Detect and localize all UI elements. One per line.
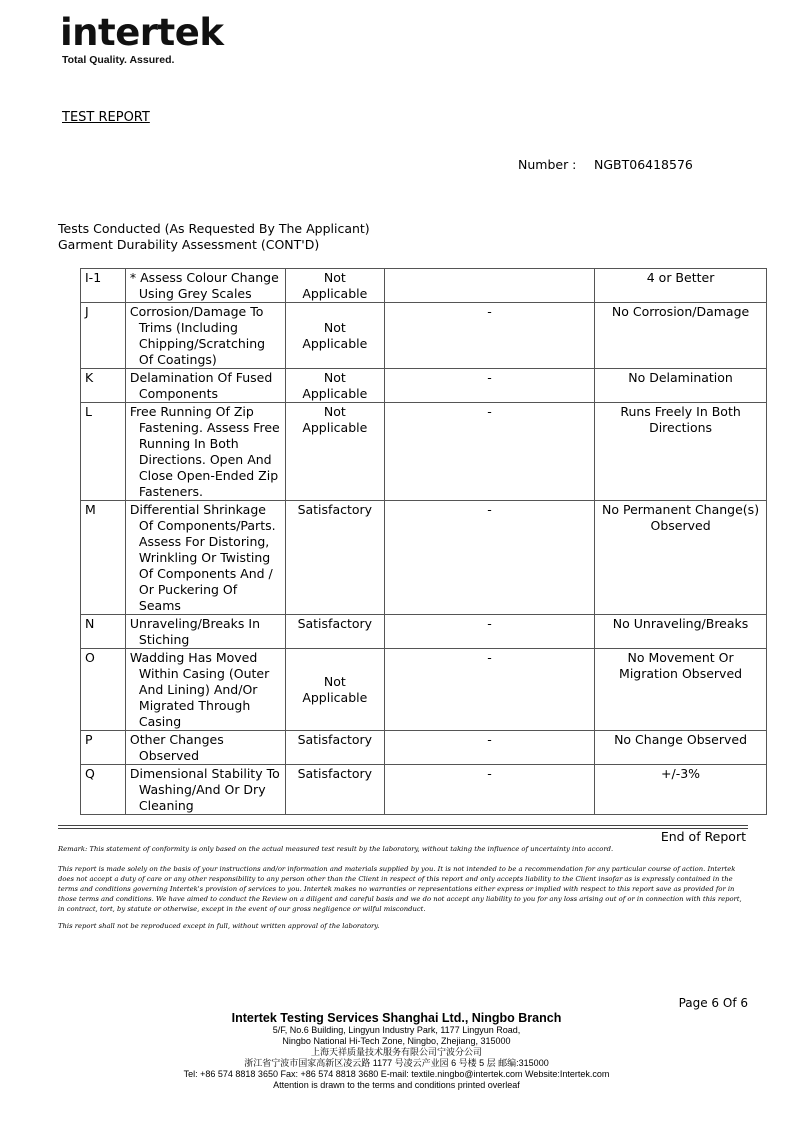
intertek-logo <box>60 11 224 66</box>
test-name-cell <box>125 649 285 731</box>
result-cell: Not Applicable <box>285 269 384 303</box>
remark-conformity: Remark: This statement of conformity is only based on the actual measured test result by the laboratory, without taking the influence of uncertainty into accord. <box>58 845 614 853</box>
results-table <box>80 268 767 815</box>
footer-divider-top <box>58 825 748 826</box>
test-name-cell <box>125 501 285 615</box>
footer-address-line2: Ningbo National Hi-Tech Zone, Ningbo, Zhejiang, 315000 <box>282 1036 511 1046</box>
test-name: Other Changes Observed <box>129 732 224 763</box>
test-name: Differential Shrinkage Of Components/Parts. Assess For Distoring, Wrinkling Or Twisting Of Components And / Or Puckering Of Seams <box>129 502 276 613</box>
end-of-report: End of Report <box>660 829 746 844</box>
remark-disclaimer: This report is made solely on the basis of your instructions and/or information and materials supplied by you. It is not intended to be a recommendation for any particular course of action. Intertek does not accept a duty of care or any other responsibility to any person other than the Client in respect of this report and only accepts liability to the Client insofar as is expressly contained in the terms and conditions governing Intertek's provision of services to you. Intertek makes no warranties or representations either express or implied with respect to this report save as provided for in those terms and conditions. We have aimed to conduct the Review on a diligent and careful basis and we do not accept any liability to you for any loss arising out of or in connection with this report, in contract, tort, by statute or otherwise, except in the event of our gross negligence or wilful misconduct. <box>58 865 742 913</box>
test-name-cell <box>125 369 285 403</box>
footer-divider-bottom <box>58 828 748 829</box>
result-cell: Not Applicable <box>285 649 384 731</box>
table-row <box>81 615 767 649</box>
test-name: Wadding Has Moved Within Casing (Outer And Lining) And/Or Migrated Through Casing <box>129 650 270 729</box>
mark-cell: - <box>384 369 594 403</box>
remark-reproduction: This report shall not be reproduced except in full, without written approval of the laboratory. <box>58 922 380 930</box>
requirement-cell: No Corrosion/Damage <box>595 303 767 369</box>
footer-chinese-address: 浙江省宁波市国家高新区凌云路 1177 号凌云产业园 6 号楼 5 层 邮编:315000 <box>244 1058 549 1068</box>
table-row <box>81 369 767 403</box>
mark-cell: - <box>384 765 594 815</box>
requirement-cell: No Change Observed <box>595 731 767 765</box>
result-cell: Not Applicable <box>285 403 384 501</box>
test-id-cell: P <box>81 731 126 765</box>
test-name: Dimensional Stability To Washing/And Or Dry Cleaning <box>129 766 280 813</box>
table-row <box>81 269 767 303</box>
mark-cell: - <box>384 615 594 649</box>
logo-wordmark: intertek <box>60 11 224 54</box>
requirement-cell: +/-3% <box>595 765 767 815</box>
page-number: Page 6 Of 6 <box>678 996 748 1010</box>
test-name-cell <box>125 615 285 649</box>
result-cell: Satisfactory <box>285 501 384 615</box>
footer-company-name: Intertek Testing Services Shanghai Ltd., Ningbo Branch <box>231 1011 562 1025</box>
table-row <box>81 403 767 501</box>
test-id-cell: L <box>81 403 126 501</box>
test-id-cell: O <box>81 649 126 731</box>
test-name-cell <box>125 403 285 501</box>
test-id-cell: N <box>81 615 126 649</box>
table-row <box>81 765 767 815</box>
result-cell: Not Applicable <box>285 303 384 369</box>
test-id-cell: J <box>81 303 126 369</box>
test-name: Free Running Of Zip Fastening. Assess Free Running In Both Directions. Open And Close Open-Ended Zip Fasteners. <box>129 404 280 499</box>
table-row <box>81 649 767 731</box>
logo-tagline: Total Quality. Assured. <box>62 54 175 66</box>
table-row <box>81 731 767 765</box>
footer-attention: Attention is drawn to the terms and conditions printed overleaf <box>273 1080 520 1090</box>
report-number-value: NGBT06418576 <box>594 157 693 172</box>
footer-address-line1: 5/F, No.6 Building, Lingyun Industry Park, 1177 Lingyun Road, <box>272 1025 521 1035</box>
test-name: Corrosion/Damage To Trims (Including Chipping/Scratching Of Coatings) <box>129 304 266 367</box>
assessment-subheading: Garment Durability Assessment (CONT'D) <box>58 237 320 252</box>
result-cell: Satisfactory <box>285 615 384 649</box>
requirement-cell: No Permanent Change(s) Observed <box>595 501 767 615</box>
requirement-cell: No Movement Or Migration Observed <box>595 649 767 731</box>
test-name-cell <box>125 765 285 815</box>
result-cell: Satisfactory <box>285 731 384 765</box>
test-id-cell: K <box>81 369 126 403</box>
requirement-cell: 4 or Better <box>595 269 767 303</box>
test-id-cell: I-1 <box>81 269 126 303</box>
result-cell: Not Applicable <box>285 369 384 403</box>
test-id-cell: M <box>81 501 126 615</box>
requirement-cell: No Unraveling/Breaks <box>595 615 767 649</box>
table-row <box>81 501 767 615</box>
table-row <box>81 303 767 369</box>
footer-chinese-name: 上海天祥质量技术服务有限公司宁波分公司 <box>310 1047 482 1057</box>
result-cell: Satisfactory <box>285 765 384 815</box>
mark-cell <box>384 269 594 303</box>
test-id-cell: Q <box>81 765 126 815</box>
test-name-cell <box>125 303 285 369</box>
test-name-cell <box>125 269 285 303</box>
test-name: Unraveling/Breaks In Stiching <box>129 616 261 647</box>
report-number-label: Number : <box>518 157 577 172</box>
mark-cell: - <box>384 731 594 765</box>
mark-cell: - <box>384 649 594 731</box>
mark-cell: - <box>384 403 594 501</box>
tests-conducted-heading: Tests Conducted (As Requested By The Applicant) <box>58 221 370 236</box>
test-name-cell <box>125 731 285 765</box>
report-title: TEST REPORT <box>62 110 150 125</box>
mark-cell: - <box>384 501 594 615</box>
requirement-cell: No Delamination <box>595 369 767 403</box>
requirement-cell: Runs Freely In Both Directions <box>595 403 767 501</box>
test-name: * Assess Colour Change Using Grey Scales <box>129 270 279 301</box>
footer-contact: Tel: +86 574 8818 3650 Fax: +86 574 8818 3680 E-mail: textile.ningbo@intertek.com Website:Intertek.com <box>183 1069 610 1079</box>
test-name: Delamination Of Fused Components <box>129 370 273 401</box>
mark-cell: - <box>384 303 594 369</box>
